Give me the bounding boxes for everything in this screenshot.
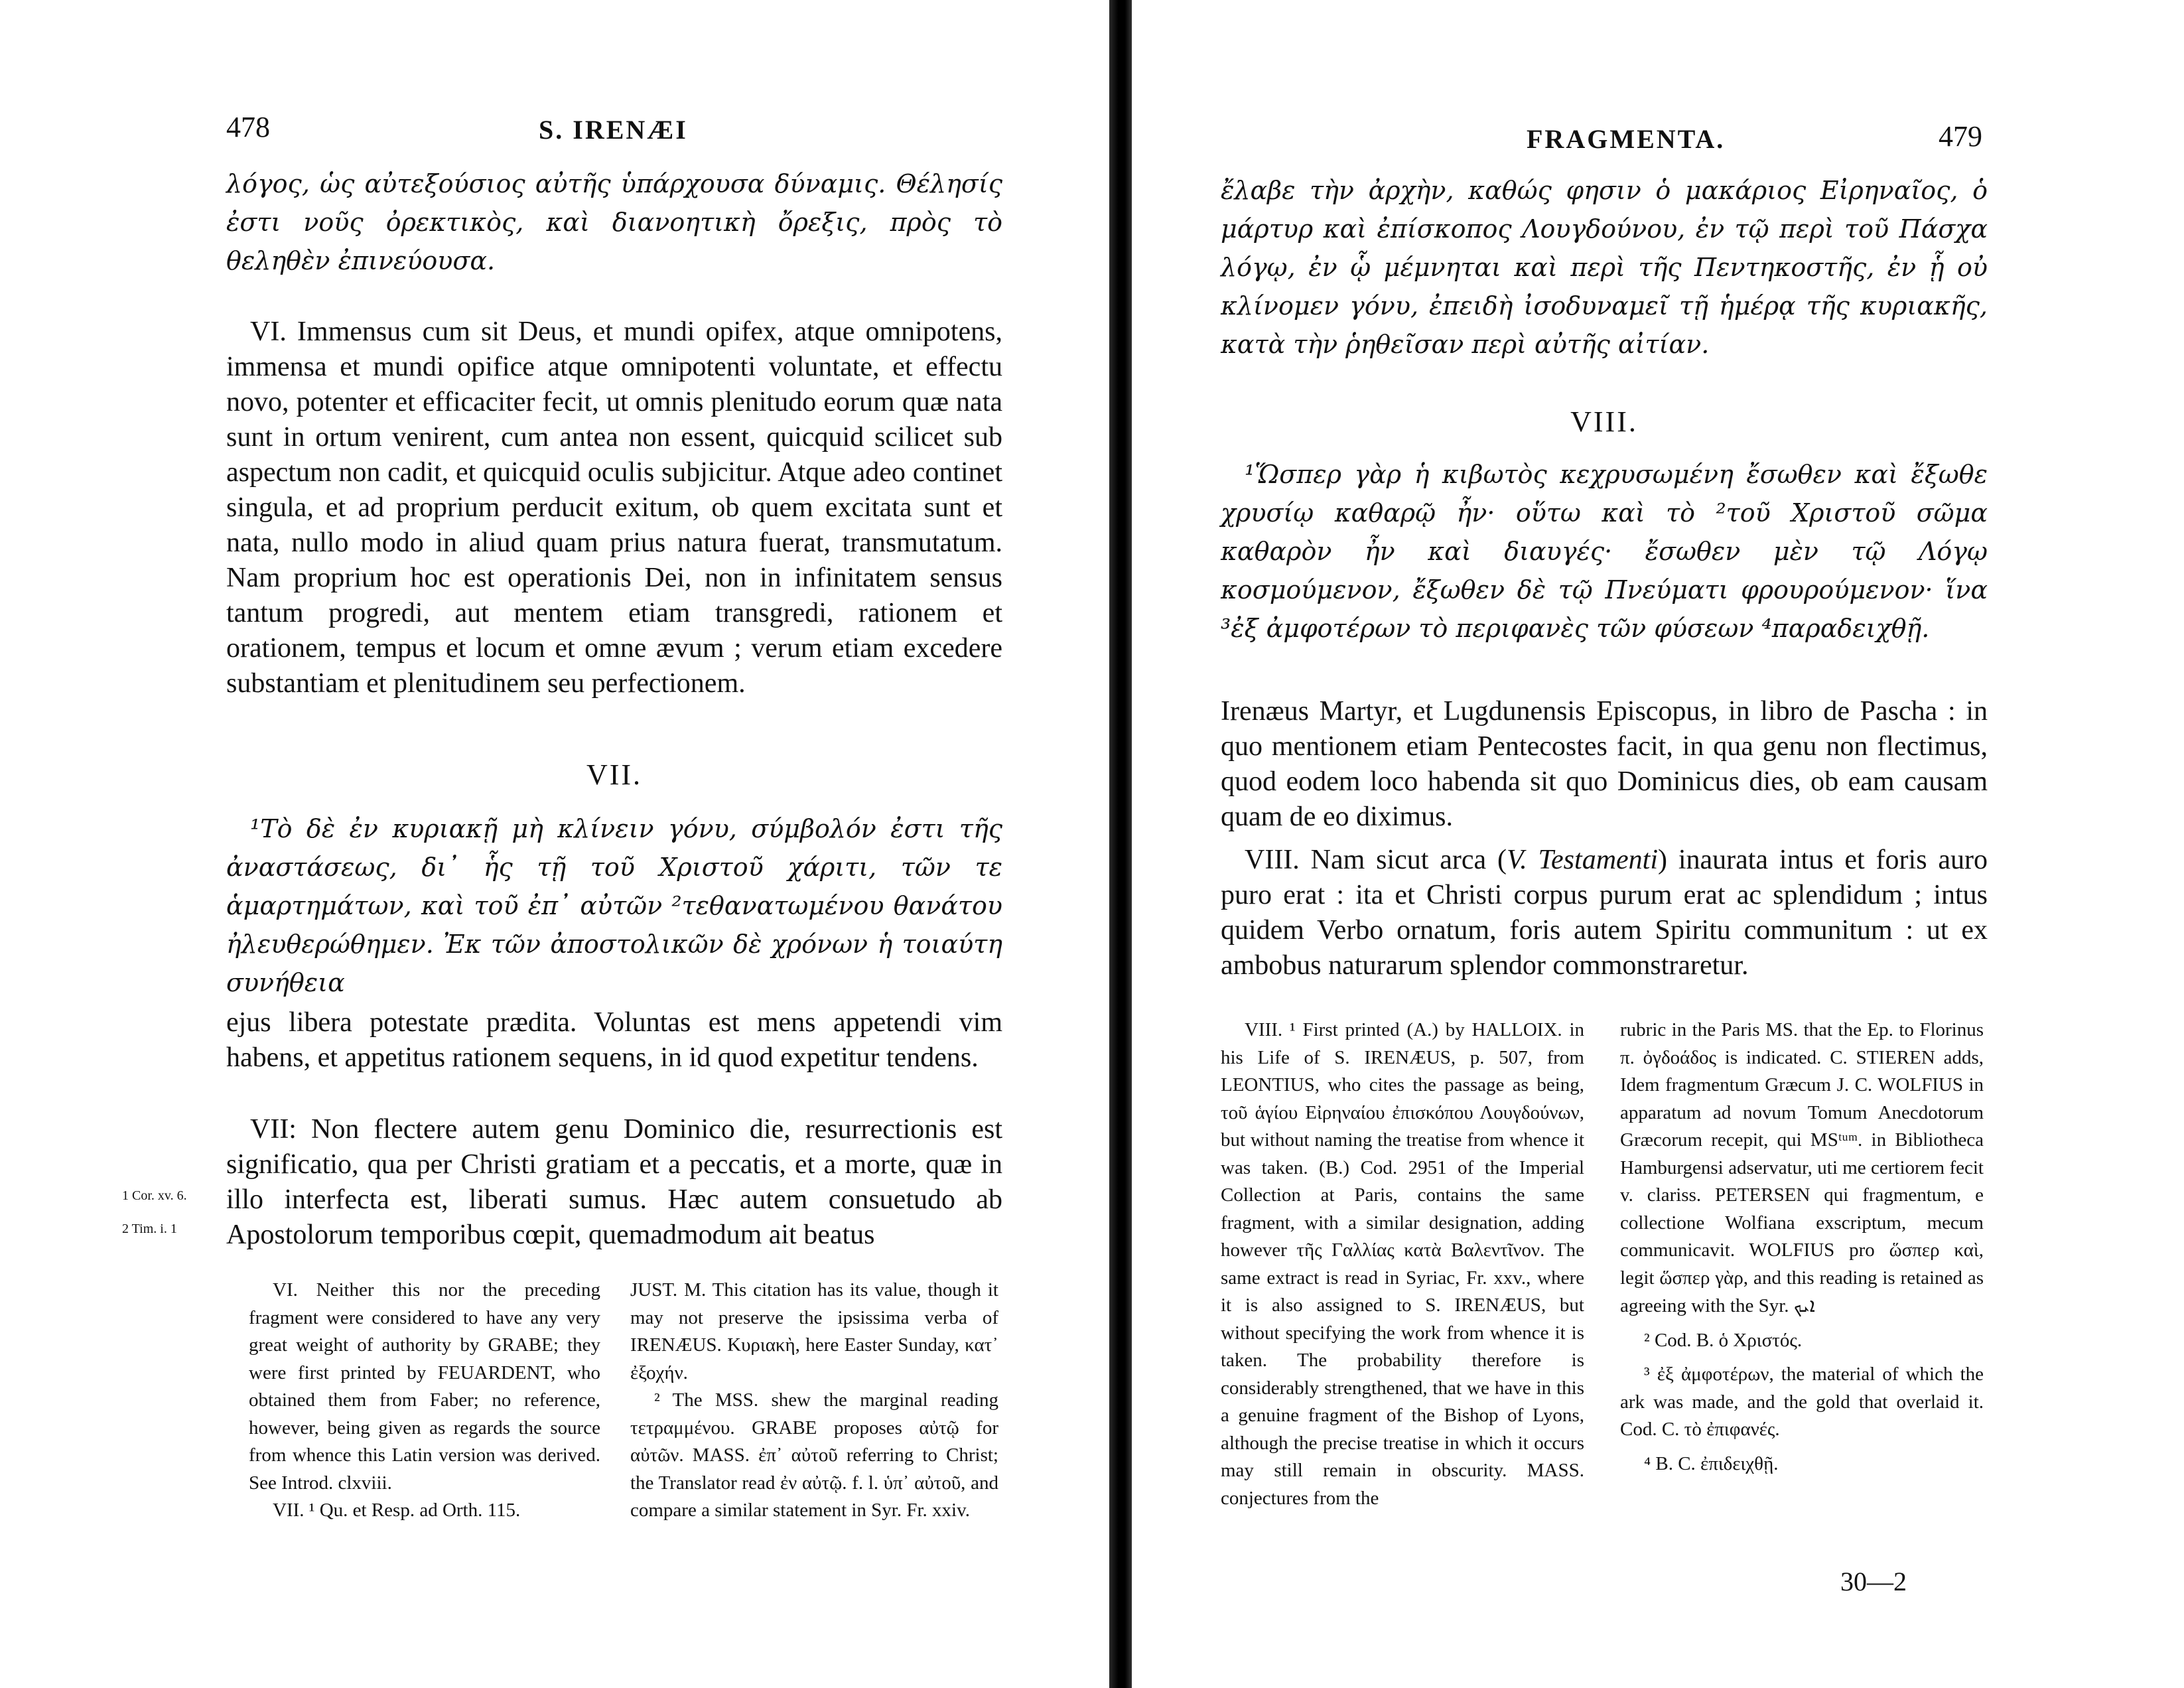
signature-mark: 30—2 (1840, 1567, 1907, 1596)
footnote-rubric-text: rubric in the Paris MS. that the Ep. to Florinus π. ὀγδοάδος is indicated. C. STIEREN adds, Idem fragmentum Græcum J. C. WOLFIUS in apparatum ad novum Tomum Anecdotorum Græcorum recepit, qui MSᵗᵘᵐ. in Bibliotheca Hamburgensi adservatur, uti me certiorem fecit v. clariss. PETERSEN qui fragmentum, e collectione Wolfiana exscriptum, mecum communicavit. WOLFIUS pro ὥσπερ καὶ, legit ὥσπερ γὰρ, and this reading is retained as agreeing with the Syr. (1620, 1019, 1984, 1316)
section-heading-vii: VII. (586, 758, 643, 791)
page-number: 478 (226, 111, 270, 143)
running-head: S. IRENÆI (539, 115, 688, 145)
latin-paragraph-continuation: ejus libera potestate prædita. Voluntas est mens appetendi vim habens, et appetitus rationem sequens, in id quod expetitur tendens. (226, 1007, 1002, 1073)
running-head: FRAGMENTA. (1527, 124, 1726, 154)
margin-reference-2-tim: 2 Tim. i. 1 (122, 1222, 177, 1236)
latin-paragraph-vii: VII: Non flectere autem genu Dominico die, resurrectionis est significatio, qua per Christi gratiam et a peccatis, et a morte, quæ in illo interfecta est, liberati sumus. Hæc autem consuetudo ab Apostolorum temporibus cœpit, quemadmodum ait beatus (226, 1114, 1002, 1250)
footnote-column-2 (630, 1277, 998, 1525)
greek-paragraph-vii: ¹Τὸ δὲ ἐν κυριακῇ μὴ κλίνειν γόνυ, σύμβολόν ἐστι τῆς ἀναστάσεως, δι᾽ ἧς τῇ τοῦ Χριστοῦ χάριτι, τῶν τε ἁμαρτημάτων, καὶ τοῦ ἐπ᾽ αὐτῶν ²τεθανατωμένου θανάτου ἠλευθερώθημεν. Ἐκ τῶν ἀποστολικῶν δὲ χρόνων ἡ τοιαύτη συνήθεια (226, 814, 1002, 997)
footnote-vi: VI. Neither this nor the preceding fragment were considered to have any very great weight of authority by GRABE; they were first printed by FEUARDENT, who obtained them from Faber; no reference, however, being given as regards the source from whence this Latin version was derived. See Introd. clxviii. (249, 1279, 600, 1494)
book-spine-gutter (1109, 0, 1132, 1688)
footnote-just-m: JUST. M. This citation has its value, though it may not preserve the ipsissima verba of IRENÆUS. Κυριακὴ, here Easter Sunday, κατ᾽ ἐξοχήν. (630, 1279, 998, 1383)
latin-viii-italic: V. Testamenti (1506, 845, 1659, 875)
page-number: 479 (1939, 120, 1982, 153)
footnote-vii-2: ² The MSS. shew the marginal reading τετραμμένου. GRABE proposes αὐτῷ for αὐτῶν. MASS. ἐπ᾽ αὐτοῦ referring to Christ; the Translator read ἐν αὐτῷ. f. l. ὑπ᾽ αὐτοῦ, and compare a similar statement in Syr. Fr. xxiv. (630, 1389, 998, 1521)
margin-reference-1-cor: 1 Cor. xv. 6. (122, 1188, 187, 1203)
footnote-viii-1: VIII. ¹ First printed (A.) by HALLOIX. in his Life of S. IRENÆUS, p. 507, from LEONTIUS, who cites the passage as being, τοῦ ἁγίου Εἰρηναίου ἐπισκόπου Λουγδούνων, but without naming the treatise from whence it was taken. (B.) Cod. 2951 of the Imperial Collection at Paris, contains the same fragment, with a similar designation, adding however τῆς Γαλλίας κατὰ Βαλεντῖνον. The same extract is read in Syriac, Fr. xxv., where it is also assigned to S. IRENÆUS, but without specifying the work from whence it is taken. The probability therefore is considerably strengthened, that we have in this a genuine fragment of the Bishop of Lyons, although the precise treatise in which it occurs may still remain in obscurity. MASS. conjectures from the (1221, 1019, 1584, 1509)
greek-paragraph-viii: ¹Ὥσπερ γὰρ ἡ κιβωτὸς κεχρυσωμένη ἔσωθεν καὶ ἔξωθε χρυσίῳ καθαρῷ ἦν· οὕτω καὶ τὸ ²τοῦ Χριστοῦ σῶμα καθαρὸν ἦν καὶ διαυγές· ἔσωθεν μὲν τῷ Λόγῳ κοσμούμενον, ἔξωθεν δὲ τῷ Πνεύματι φρουρούμενον· ἵνα ³ἐξ ἀμφοτέρων τὸ περιφανὲς τῶν φύσεων ⁴παραδειχθῇ. (1221, 460, 1988, 643)
right-page (1132, 0, 2184, 1688)
greek-paragraph-top: ἔλαβε τὴν ἀρχὴν, καθώς φησιν ὁ μακάριος Εἰρηναῖος, ὁ μάρτυρ καὶ ἐπίσκοπος Λουγδούνου, ἐν τῷ περὶ τοῦ Πάσχα λόγῳ, ἐν ᾧ μέμνηται καὶ περὶ τῆς Πεντηκοστῆς, ἐν ᾗ οὐ κλίνομεν γόνυ, ἐπειδὴ ἰσοδυναμεῖ τῇ ἡμέρᾳ τῆς κυριακῆς, κατὰ τὴν ῥηθεῖσαν περὶ αὐτῆς αἰτίαν. (1221, 176, 1988, 359)
footnote-column-1 (1221, 1017, 1584, 1512)
section-heading-viii: VIII. (1570, 405, 1638, 438)
latin-viii-number: VIII. (1245, 845, 1300, 875)
footnote-column-1 (249, 1277, 600, 1525)
footnote-viii-4: ⁴ B. C. ἐπιδειχθῇ. (1644, 1452, 1779, 1474)
latin-paragraph-pascha: Irenæus Martyr, et Lugdunensis Episcopus, in libro de Pascha : in quo mentionem etiam Pentecostes facit, in qua genu non flectimus, quod eodem loco habenda sit quo Dominicus dies, ob eam causam quam de eo diximus. (1221, 696, 1988, 832)
greek-paragraph-top: λόγος, ὡς αὐτεξούσιος αὐτῆς ὑπάρχουσα δύναμις. Θέλησίς ἐστι νοῦς ὀρεκτικὸς, καὶ διανοητικὴ ὄρεξις, πρὸς τὸ θεληθὲν ἐπινεύουσα. (226, 169, 1002, 275)
footnote-vii-1: VII. ¹ Qu. et Resp. ad Orth. 115. (273, 1500, 521, 1521)
footnote-viii-2: ² Cod. B. ὁ Χριστός. (1644, 1329, 1803, 1351)
latin-viii-text-a: Nam sicut arca ( (1310, 845, 1507, 875)
latin-viii-text-b: ) inaurata intus et foris auro puro erat : ita et Christi corpus purum erat ac splendidum ; intus quidem Verbo ornatum, foris autem Spiritu communitum : ut ex ambobus naturarum splendor commonstraretur. (1221, 845, 1988, 981)
syriac-word: ܐܝܟ (1793, 1294, 1815, 1317)
latin-paragraph-viii (1221, 843, 1988, 983)
footnote-viii-3: ³ ἐξ ἀμφοτέρων, the material of which the ark was made, and the gold that overlaid it. Cod. C. τὸ ἐπιφανές. (1620, 1364, 1984, 1440)
footnote-rubric (1620, 1017, 1984, 1320)
footnote-column-2 (1620, 1017, 1984, 1478)
latin-paragraph-vi: VI. Immensus cum sit Deus, et mundi opifex, atque omnipotens, immensa et mundi opifice atque omnipotenti voluntate, et effectu novo, potenter et efficaciter fecit, ut omnis plenitudo eorum quæ nata sunt in ortum venirent, cum antea non essent, quicquid scilicet sub aspectum non cadit, et quicquid oculis subjicitur. Atque adeo continet singula, et ad proprium perducit exitum, ob quem excitata sunt et nata, nullo modo in aliud quam prius natura fuerat, transmutatum. Nam proprium hoc est operationis Dei, non in infinitatem sensus tantum progredi, aut mentem etiam transgredi, rationem et orationem, tempus et locum et omne ævum ; verum etiam excedere substantiam et plenitudinem seu perfectionem. (226, 316, 1002, 699)
